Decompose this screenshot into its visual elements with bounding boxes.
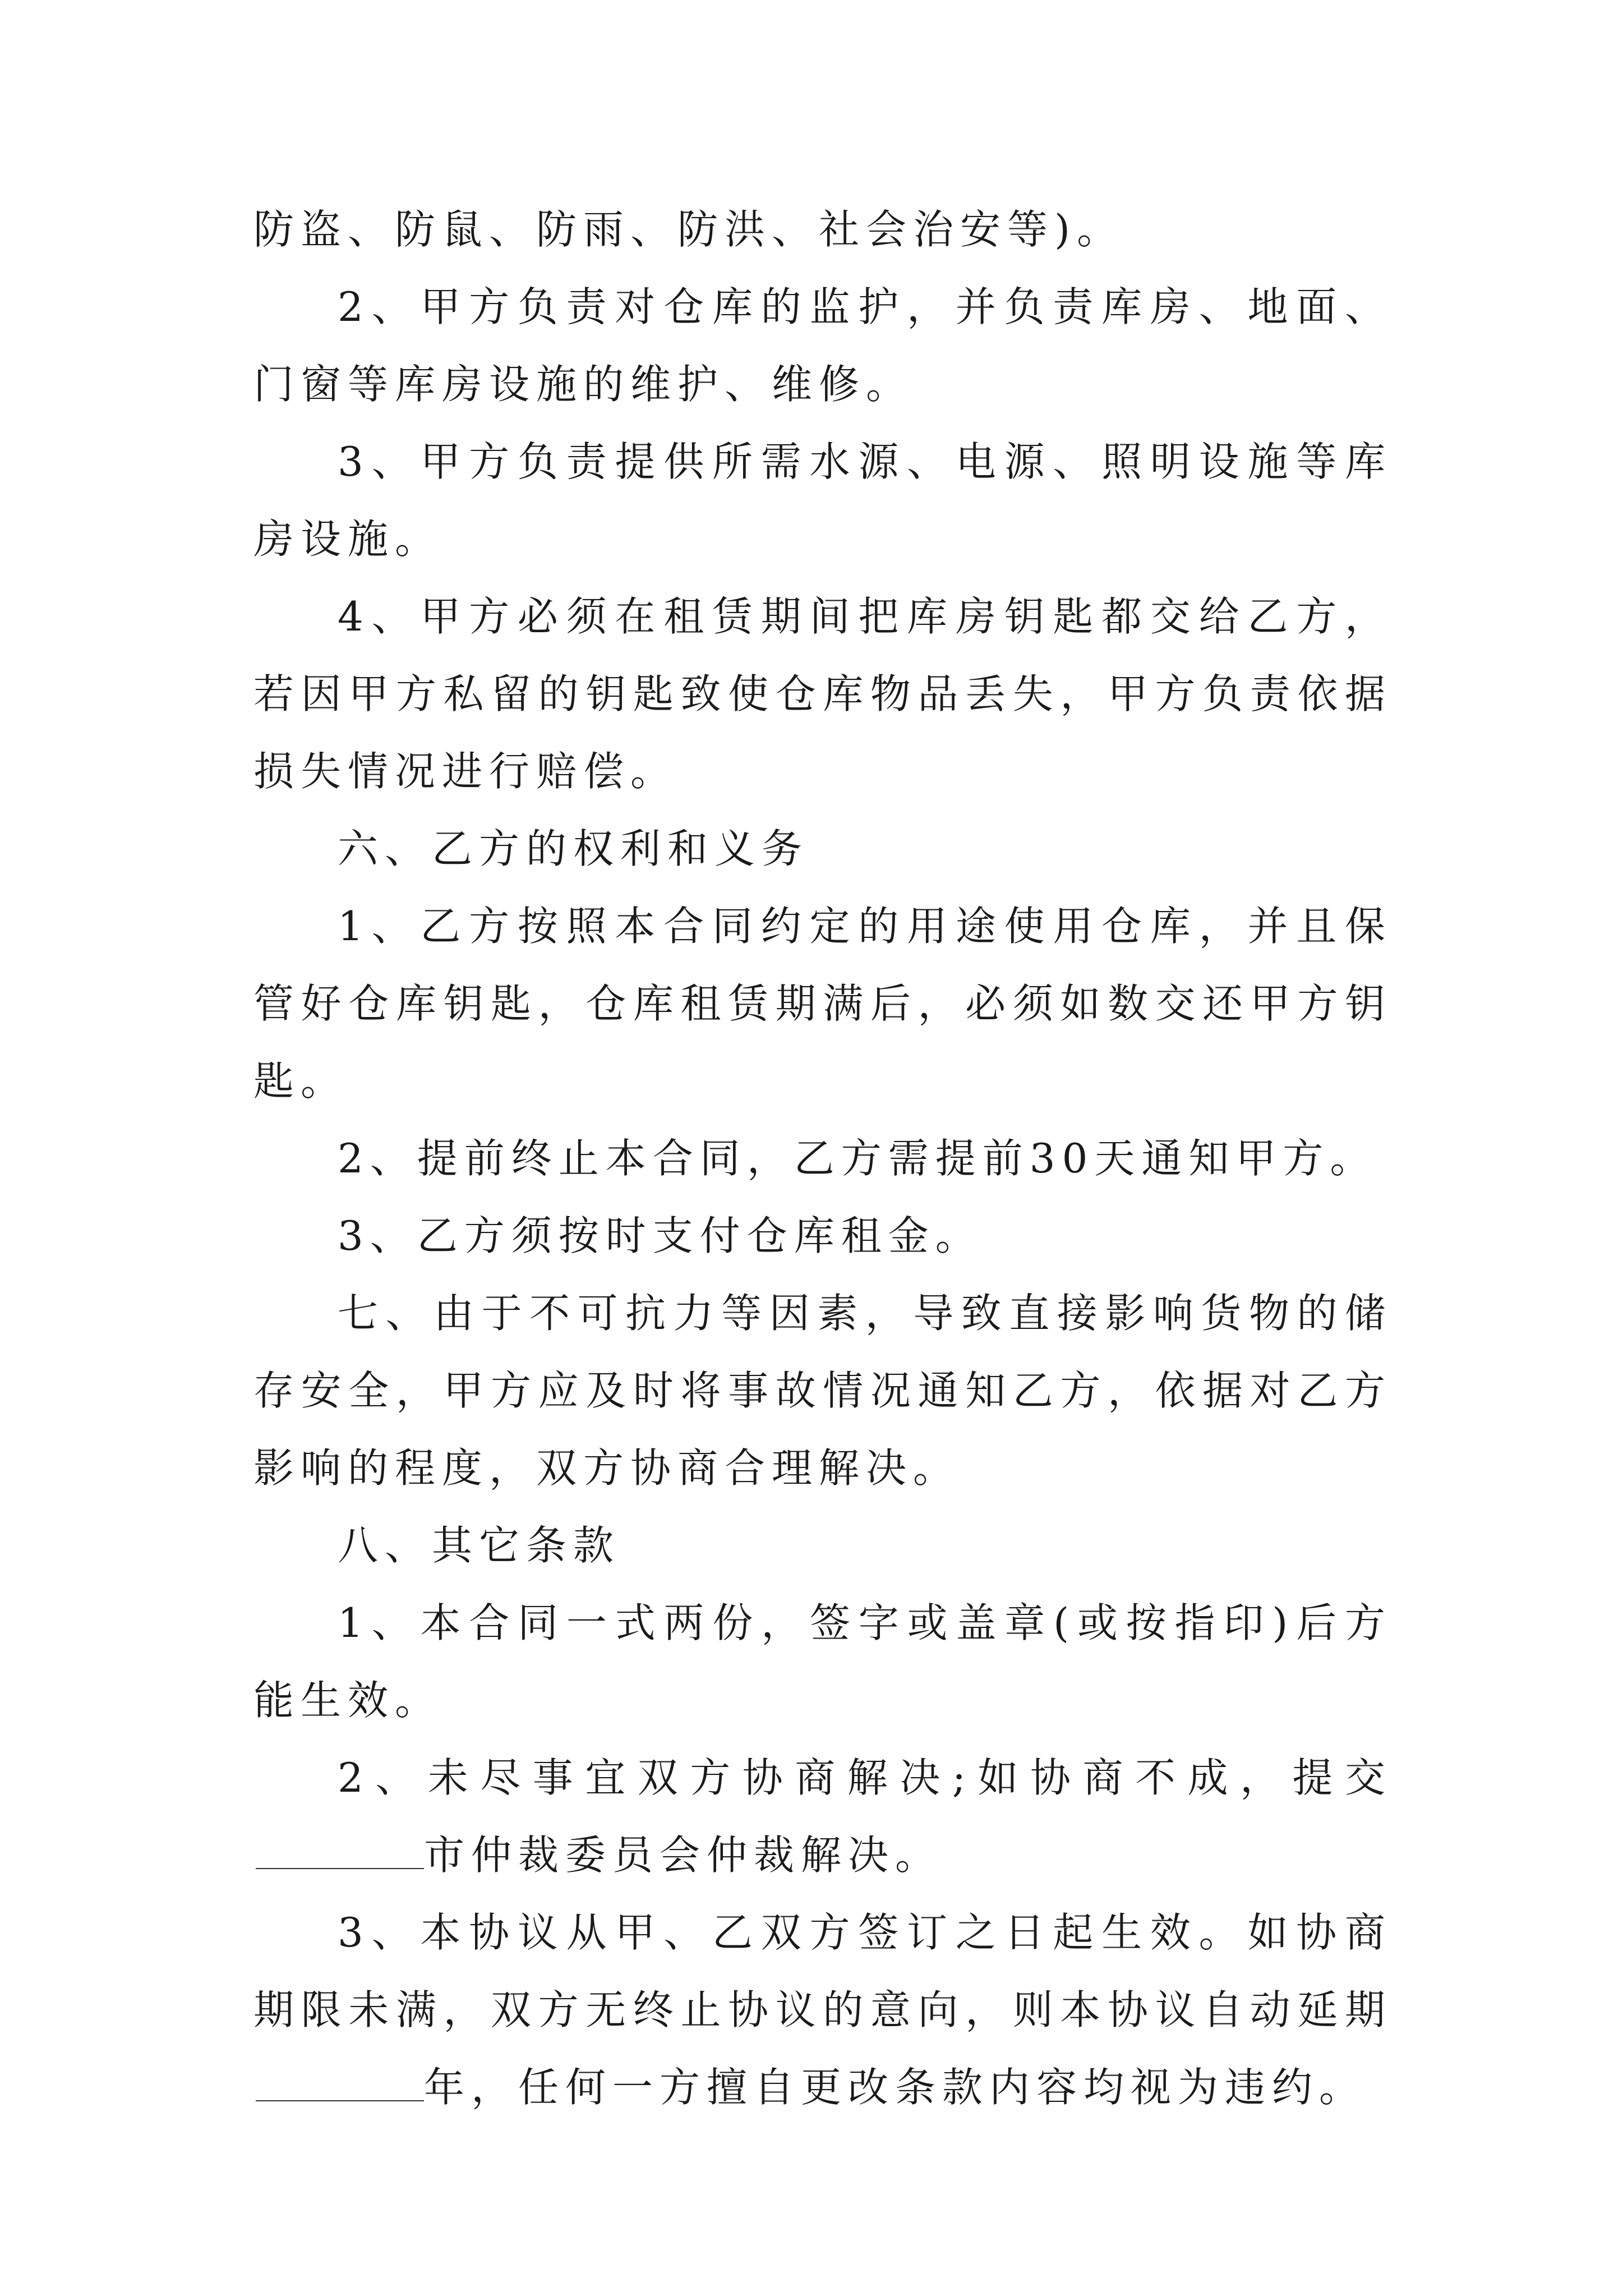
paragraph-effective-renewal	[253, 1894, 1392, 2126]
arbitration-text-before: 2、未尽事宜双方协商解决;如协商不成，提交	[338, 1754, 1392, 1801]
renewal-text-after: 年，任何一方擅自更改条款内容均视为违约。	[424, 2064, 1367, 2111]
paragraph-party-b-usage: 1、乙方按照本合同约定的用途使用仓库，并且保管好仓库钥匙，仓库租赁期满后，必须如数交还甲方钥匙。	[253, 903, 1392, 1105]
section-heading-party-b-rights: 六、乙方的权利和义务	[338, 825, 809, 872]
renewal-text-before: 3、本协议从甲、乙双方签订之日起生效。如协商期限未满，双方无终止协议的意向，则本协议自动延期	[253, 1909, 1392, 2033]
arbitration-text-after: 市仲裁委员会仲裁解决。	[424, 1832, 943, 1879]
arbitration-city-blank	[256, 1831, 424, 1869]
paragraph-party-b-rent: 3、乙方须按时支付仓库租金。	[338, 1212, 983, 1259]
paragraph-party-a-utilities: 3、甲方负责提供所需水源、电源、照明设施等库房设施。	[253, 438, 1392, 563]
paragraph-force-majeure: 七、由于不可抗力等因素，导致直接影响货物的储存安全，甲方应及时将事故情况通知乙方，依据对乙方影响的程度，双方协商合理解决。	[253, 1290, 1392, 1492]
paragraph-arbitration	[253, 1739, 1392, 1894]
paragraph-party-b-termination: 2、提前终止本合同，乙方需提前30天通知甲方。	[338, 1135, 1377, 1182]
paragraph-security-clause-end: 防盗、防鼠、防雨、防洪、社会治安等)。	[253, 206, 1124, 253]
paragraph-party-a-maintenance: 2、甲方负责对仓库的监护，并负责库房、地面、门窗等库房设施的维护、维修。	[253, 283, 1392, 408]
paragraph-copies-effective: 1、本合同一式两份，签字或盖章(或按指印)后方能生效。	[253, 1599, 1392, 1724]
document-body	[253, 191, 1392, 2126]
section-heading-other-terms: 八、其它条款	[338, 1522, 621, 1569]
renewal-years-blank	[256, 2063, 424, 2101]
paragraph-party-a-keys: 4、甲方必须在租赁期间把库房钥匙都交给乙方，若因甲方私留的钥匙致使仓库物品丢失，甲方负责依据损失情况进行赔偿。	[253, 593, 1392, 795]
